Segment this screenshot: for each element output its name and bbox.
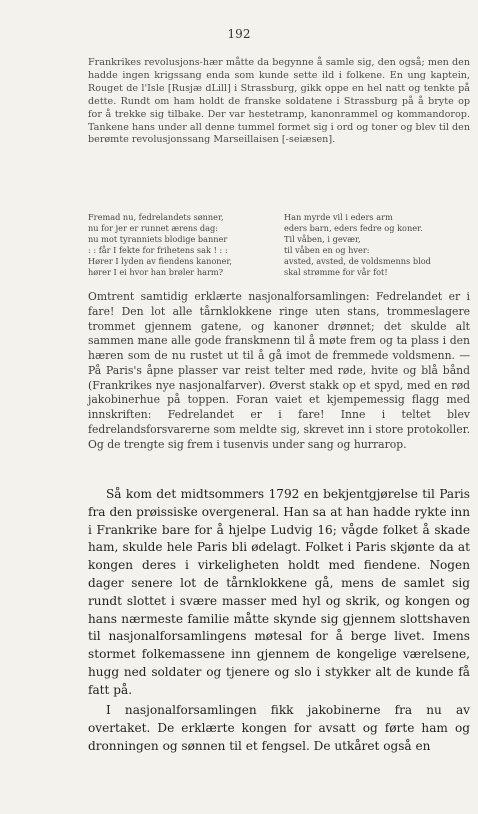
poem-line: eders barn, eders fedre og koner.: [284, 223, 423, 234]
poem-line: : : får I fekte for frihetens sak ! : :: [88, 245, 228, 256]
paragraph-marseillaise-origin: Frankrikes revolusjons-hær måtte da begynne å samle sig, den også; men den hadde ingen krigssang enda som kunde sette ild i folkene. En ung kaptein, Rouget de l'Isle [Rusjæ dLill] i Strassburg, gikk oppe en hel natt og tenkte på dette. Rundt om ham holdt de franske soldatene i Strassburg på å bryte op for å trekke sig tilbake. Der var hestetramp, kanonrammel og kommandorop. Tankene hans under all denne tummel formet sig i ord og toner og blev til den berømte revolusjonssang Marseillaisen [-seiæsen].: [88, 57, 470, 146]
poem-line: til våben en og hver:: [284, 245, 370, 256]
poem-line: Fremad nu, fedrelandets sønner,: [88, 212, 224, 222]
poem-line: avsted, avsted, de voldsmenns blod: [284, 256, 431, 267]
poem-line: Hører I lyden av fiendens kanoner,: [88, 256, 233, 267]
page-number: 192: [227, 27, 251, 41]
paragraph-prussian-proclamation: Så kom det midtsommers 1792 en bekjentgjørelse til Paris fra den prøissiske overgeneral. Han sa at han hadde rykte inn i Frankrike bare for å hjelpe Ludvig 16; vågde folket å skade ham, skulde hele Paris bli ødelagt. Folket i Paris skjønte da at kongen deres i virkeligheten holdt med fiendene. Nogen dager senere lot de tårnklokkene gå, mens de samlet sig rundt slottet i svære masser med hyl og skrik, og kongen og hans nærmeste familie måtte skynde sig gjennem slottshaven til nasjonalforsamlingens møtesal for å berge livet. Imens stormet folkemassene inn gjennem de kongelige værelsene, hugg ned soldater og tjenere og slo i stykker alt de kunde få fatt på.: [88, 487, 470, 697]
paragraph-jacobins-takeover: I nasjonalforsamlingen fikk jakobinerne fra nu av overtaket. De erklærte kongen for avsatt og førte ham og dronningen og sønnen til et fengsel. De utkåret også en: [88, 703, 470, 753]
poem-right-column: [284, 212, 431, 279]
poem-line: skal strømme for vår fot!: [284, 267, 388, 278]
poem-line: Han myrde vil i eders arm: [284, 212, 393, 222]
poem-line: nu for jer er runnet ærens dag:: [88, 223, 219, 234]
paragraph-fatherland-in-danger: Omtrent samtidig erklærte nasjonalforsamlingen: Fedrelandet er i fare! Den lot alle tårnklokkene ringe uten stans, trommeslagere trommet gjennem gatene, og kanoner drønnet; det skulde alt sammen mane alle gode franskmenn til å møte frem og ta plass i den hæren som de nu rustet ut til å gå imot de fremmede voldsmenn. — På Paris's åpne plasser var reist telter med røde, hvite og blå bånd (Frankrikes nye nasjonalfarver). Øverst stakk op et spyd, med en rød jakobinerhue på toppen. Foran vaiet et kjempemessig flagg med innskriften: Fedrelandet er i fare! Inne i teltet blev fedrelandsforsvarerne som meldte sig, skrevet inn i store protokoller. Og de trengte sig frem i tusenvis under sang og hurrarop.: [88, 290, 470, 451]
poem-line: nu mot tyranniets blodige banner: [88, 234, 228, 245]
poem-left-column: [88, 212, 232, 279]
poem-line: hører I ei hvor han brøler harm?: [88, 267, 224, 278]
poem-line: Til våben, i gevær,: [284, 234, 361, 245]
